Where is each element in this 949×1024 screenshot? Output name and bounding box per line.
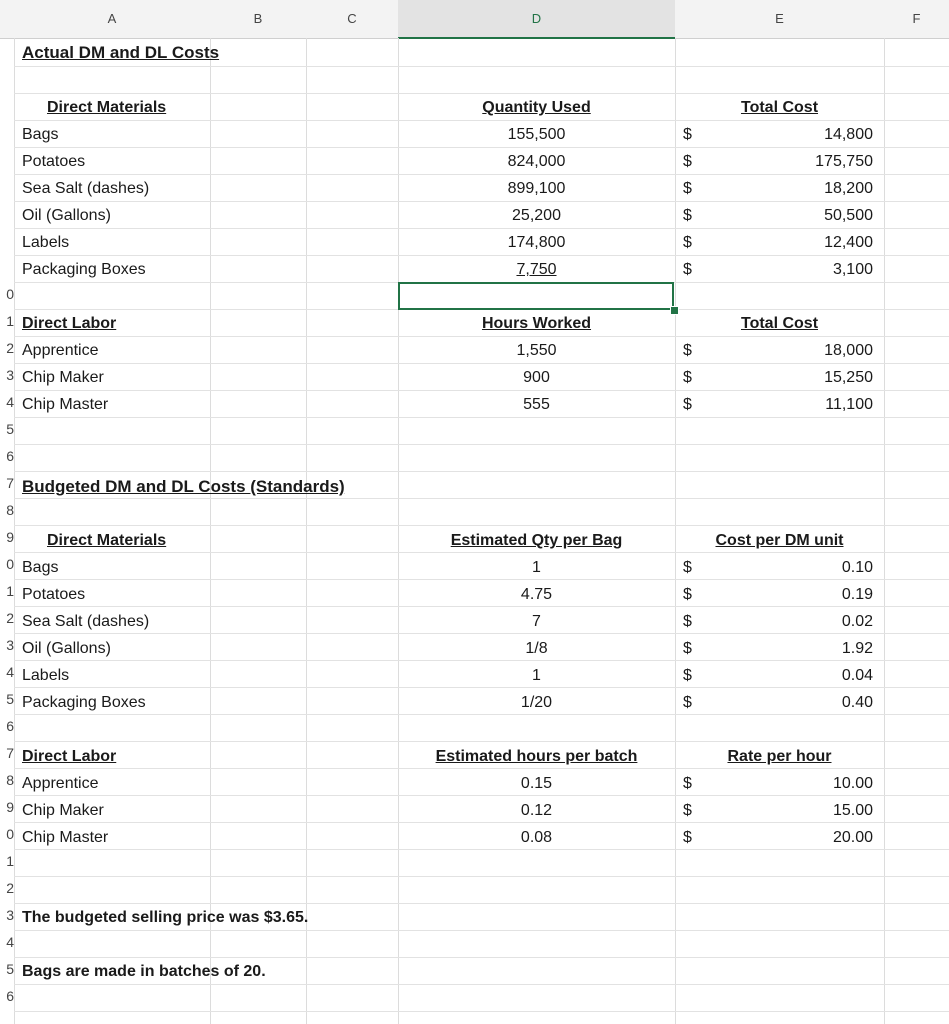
gridline-horizontal (14, 498, 949, 499)
row-amount: 12,400 (824, 234, 873, 251)
gridline-horizontal (14, 849, 949, 850)
budgeted-qty-header: Estimated Qty per Bag (450, 532, 623, 549)
budgeted-dm-header: Direct Materials (47, 532, 167, 549)
actual-dl-cost-header: Total Cost (740, 315, 819, 332)
dollar-sign: $ (683, 775, 692, 792)
dollar-sign: $ (683, 613, 692, 630)
selected-cell[interactable] (398, 282, 674, 310)
column-header-b[interactable]: B (253, 11, 263, 26)
row-label: Chip Maker (22, 802, 104, 819)
gridline-horizontal (14, 93, 949, 94)
row-quantity: 1 (532, 667, 541, 684)
gridline-horizontal (14, 984, 949, 985)
row-quantity: 25,200 (512, 207, 561, 224)
gridline-horizontal (14, 471, 949, 472)
row-header[interactable]: 3 (6, 907, 14, 923)
row-quantity: 824,000 (507, 153, 566, 170)
dollar-sign: $ (683, 694, 692, 711)
dollar-sign: $ (683, 261, 692, 278)
dollar-sign: $ (683, 640, 692, 657)
row-quantity: 1,550 (516, 342, 557, 359)
actual-dm-header: Direct Materials (47, 99, 167, 116)
row-label: Potatoes (22, 153, 86, 170)
row-header[interactable]: 4 (6, 394, 14, 410)
row-amount: 11,100 (825, 396, 873, 413)
row-amount: 20.00 (832, 829, 873, 846)
row-label: Packaging Boxes (22, 261, 146, 278)
actual-cost-header: Total Cost (740, 99, 819, 116)
gridline-horizontal (14, 174, 949, 175)
row-header[interactable]: 2 (6, 880, 14, 896)
gridline-horizontal (14, 660, 949, 661)
row-amount: 15.00 (832, 802, 873, 819)
row-quantity: 1/20 (520, 694, 553, 711)
row-quantity: 7,750 (516, 261, 557, 278)
gridline-horizontal (14, 768, 949, 769)
actual-hours-header: Hours Worked (481, 315, 592, 332)
row-amount: 0.02 (841, 613, 873, 630)
row-amount: 3,100 (832, 261, 873, 278)
gridline-horizontal (14, 120, 949, 121)
dollar-sign: $ (683, 126, 692, 143)
row-header[interactable]: 5 (6, 691, 14, 707)
row-header[interactable]: 9 (6, 529, 14, 545)
row-header[interactable]: 2 (6, 610, 14, 626)
dollar-sign: $ (683, 234, 692, 251)
row-header[interactable]: 5 (6, 421, 14, 437)
row-quantity: 1 (532, 559, 541, 576)
gridline-horizontal (14, 444, 949, 445)
gridline-horizontal (14, 633, 949, 634)
row-header[interactable]: 3 (6, 367, 14, 383)
row-quantity: 0.12 (520, 802, 553, 819)
dollar-sign: $ (683, 369, 692, 386)
row-amount: 0.10 (841, 559, 873, 576)
gridline-horizontal (14, 552, 949, 553)
gridline-horizontal (14, 228, 949, 229)
row-quantity: 155,500 (507, 126, 566, 143)
row-label: Apprentice (22, 342, 99, 359)
row-amount: 1.92 (841, 640, 873, 657)
actual-section-title: Actual DM and DL Costs (22, 43, 220, 62)
gridline-horizontal (14, 363, 949, 364)
row-quantity: 0.15 (520, 775, 553, 792)
row-quantity: 174,800 (507, 234, 566, 251)
gridline-horizontal (14, 336, 949, 337)
budgeted-rate-header: Rate per hour (727, 748, 832, 765)
dollar-sign: $ (683, 559, 692, 576)
row-header[interactable]: 8 (6, 772, 14, 788)
row-amount: 0.40 (841, 694, 873, 711)
note-batch-size: Bags are made in batches of 20. (22, 963, 266, 980)
gridline-horizontal (14, 390, 949, 391)
row-quantity: 4.75 (520, 586, 553, 603)
row-label: Labels (22, 667, 70, 684)
row-header[interactable]: 7 (6, 745, 14, 761)
note-selling-price: The budgeted selling price was $3.65. (22, 909, 309, 926)
row-label: Chip Master (22, 829, 109, 846)
gridline-horizontal (14, 579, 949, 580)
budgeted-dl-header: Direct Labor (22, 748, 117, 765)
row-label: Chip Maker (22, 369, 104, 386)
row-header[interactable]: 0 (6, 826, 14, 842)
budgeted-section-title: Budgeted DM and DL Costs (Standards) (22, 477, 345, 496)
row-quantity: 899,100 (507, 180, 566, 197)
column-header-f[interactable]: F (912, 11, 921, 26)
dollar-sign: $ (683, 207, 692, 224)
row-label: Oil (Gallons) (22, 640, 111, 657)
row-label: Chip Master (22, 396, 109, 413)
row-header[interactable]: 6 (6, 448, 14, 464)
row-header[interactable]: 1 (6, 583, 14, 599)
budgeted-cost-header: Cost per DM unit (715, 532, 844, 549)
gridline-horizontal (14, 714, 949, 715)
column-header-d[interactable]: D (398, 0, 675, 39)
row-header[interactable]: 8 (6, 502, 14, 518)
row-amount: 18,000 (824, 342, 873, 359)
dollar-sign: $ (683, 829, 692, 846)
row-header[interactable]: 9 (6, 799, 14, 815)
dollar-sign: $ (683, 180, 692, 197)
gridline-horizontal (14, 876, 949, 877)
row-label: Potatoes (22, 586, 86, 603)
dollar-sign: $ (683, 802, 692, 819)
gridline-horizontal (14, 147, 949, 148)
gridline-horizontal (14, 201, 949, 202)
row-amount: 14,800 (824, 126, 873, 143)
row-header[interactable]: 4 (6, 664, 14, 680)
gridline-horizontal (14, 957, 949, 958)
row-label: Sea Salt (dashes) (22, 180, 150, 197)
dollar-sign: $ (683, 153, 692, 170)
actual-dl-header: Direct Labor (22, 315, 117, 332)
row-header[interactable]: 5 (6, 961, 14, 977)
row-amount: 15,250 (824, 369, 873, 386)
column-header-c[interactable]: C (347, 11, 357, 26)
gridline-horizontal (14, 930, 949, 931)
column-header-a[interactable]: A (107, 11, 117, 26)
fill-handle[interactable] (670, 306, 679, 315)
gridline-horizontal (14, 795, 949, 796)
row-header[interactable]: 3 (6, 637, 14, 653)
row-label: Bags (22, 559, 59, 576)
row-label: Bags (22, 126, 59, 143)
gridline-horizontal (14, 525, 949, 526)
row-header[interactable]: 6 (6, 988, 14, 1004)
row-header[interactable]: 1 (6, 313, 14, 329)
row-header[interactable]: 7 (6, 475, 14, 491)
row-header[interactable]: 4 (6, 934, 14, 950)
row-quantity: 0.08 (520, 829, 553, 846)
gridline-horizontal (14, 687, 949, 688)
column-header-e[interactable]: E (775, 11, 784, 26)
row-amount: 0.19 (841, 586, 873, 603)
row-header[interactable]: 6 (6, 718, 14, 734)
row-label: Labels (22, 234, 70, 251)
gridline-horizontal (14, 741, 949, 742)
row-amount: 50,500 (824, 207, 873, 224)
dollar-sign: $ (683, 396, 692, 413)
row-quantity: 555 (523, 396, 550, 413)
gridline-horizontal (14, 903, 949, 904)
actual-qty-header: Quantity Used (482, 99, 591, 116)
dollar-sign: $ (683, 586, 692, 603)
gridline-horizontal (14, 1011, 949, 1012)
dollar-sign: $ (683, 342, 692, 359)
row-quantity: 7 (532, 613, 541, 630)
gridline-horizontal (14, 255, 949, 256)
row-header[interactable]: 1 (6, 853, 14, 869)
row-amount: 18,200 (824, 180, 873, 197)
row-amount: 10.00 (832, 775, 873, 792)
row-header[interactable]: 0 (6, 286, 14, 302)
row-label: Packaging Boxes (22, 694, 146, 711)
row-amount: 0.04 (841, 667, 873, 684)
row-label: Apprentice (22, 775, 99, 792)
row-quantity: 1/8 (525, 640, 548, 657)
row-header[interactable]: 0 (6, 556, 14, 572)
gridline-horizontal (14, 606, 949, 607)
budgeted-hours-header: Estimated hours per batch (435, 748, 638, 765)
dollar-sign: $ (683, 667, 692, 684)
gridline-horizontal (14, 822, 949, 823)
row-label: Oil (Gallons) (22, 207, 111, 224)
row-header[interactable]: 2 (6, 340, 14, 356)
row-quantity: 900 (523, 369, 550, 386)
gridline-horizontal (14, 66, 949, 67)
row-amount: 175,750 (815, 153, 873, 170)
gridline-horizontal (14, 417, 949, 418)
row-label: Sea Salt (dashes) (22, 613, 150, 630)
